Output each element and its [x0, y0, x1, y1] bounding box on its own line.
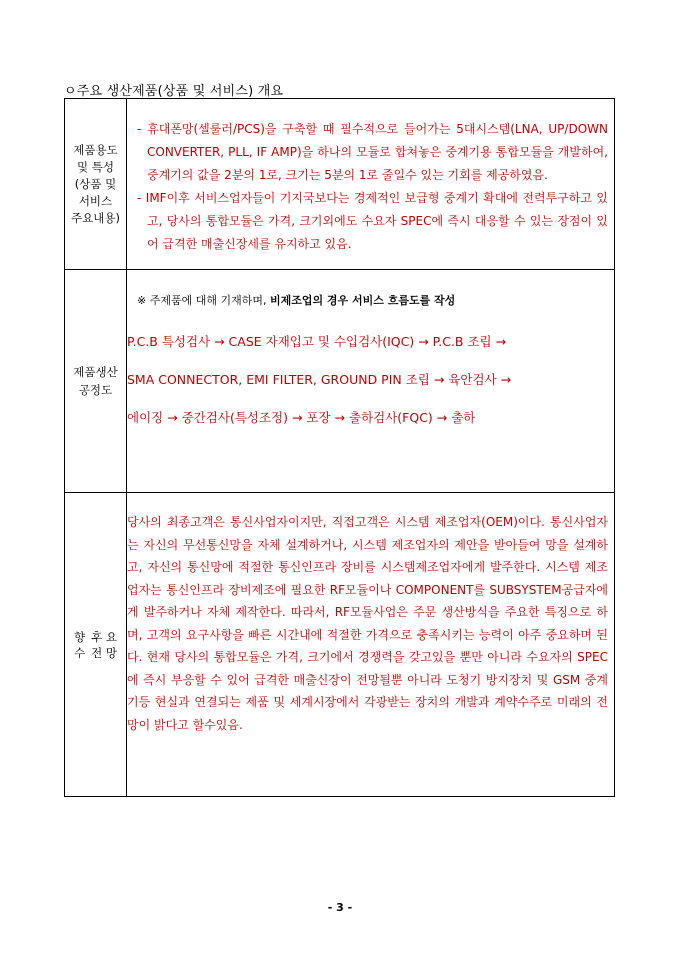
outlook-row [65, 493, 615, 797]
page-number: - 3 - [327, 901, 353, 914]
process-note [127, 270, 614, 332]
section-title: ㅇ주요 생산제품(상품 및 서비스) 개요 [64, 84, 284, 99]
process-note-prefix: ※ 주제품에 대해 기재하며, [137, 294, 270, 307]
process-note-bold: 비제조업의 경우 서비스 흐름도를 작성 [269, 294, 456, 307]
outlook-label-col2: 후 요 전 망 [91, 629, 117, 660]
usage-label-text: 제품용도 및 특성 (상품 및 서비스 주요내용) [71, 142, 120, 225]
usage-item-2: - IMF이후 서비스업자들이 기지국보다는 경제적인 보급형 중계기 확대에 전력투구하고 있고, 당사의 통합모듈은 가격, 크기외에도 수요자 SPEC에 즉시 대응할 수 있는 장점이 있어 급격한 매출신장세를 유지하고 있음. [137, 191, 608, 251]
process-flow [127, 332, 614, 446]
outlook-content [127, 493, 615, 797]
outlook-label [65, 493, 127, 797]
process-content [127, 270, 615, 493]
process-line-2: SMA CONNECTOR, EMI FILTER, GROUND PIN 조립 → 육안검사 → [127, 372, 512, 387]
process-label [65, 270, 127, 493]
process-row [65, 270, 615, 493]
outlook-label-col1: 향 수 [74, 629, 86, 660]
process-line-1: P.C.B 특성검사 → CASE 자재입고 및 수입검사(IQC) → P.C.B 조립 → [127, 334, 507, 349]
usage-label [65, 99, 127, 270]
usage-row [65, 99, 615, 270]
process-line-3: 에이징 → 중간검사(특성조정) → 포장 → 출하검사(FQC) → 출하 [127, 410, 476, 425]
outlook-text: 당사의 최종고객은 통신사업자이지만, 직접고객은 시스템 제조업자(OEM)이다. 통신사업자는 자신의 무선통신망을 자체 설계하거나, 시스템 제조업자의 제안을 받아들여 망을 설계하고, 자신의 통신망에 적절한 통신인프라 장비를 시스템제조업자에게 발주한다. 시스템 제조업자는 통신인프라 장비제조에 필요한 RF모듈이나 COMPONENT를 SUBSYSTEM공급자에게 발주하거나 자체 제작한다. 따라서, RF모듈사업은 주문 생산방식을 주요한 특징으로 하며, 고객의 요구사항을 빠른 시간내에 적절한 가격으로 충족시키는 능력이 아주 중요하며 된다. 현재 당사의 통합모듈은 가격, 크기에서 경쟁력을 갖고있을 뿐만 아니라 수요자의 SPEC에 즉시 부응할 수 있어 급격한 매출신장이 전망될뿐 아니라 도청기 방지장치 및 GSM 중계기등 현실과 연결되는 제품 및 세계시장에서 각광받는 장치의 개발과 계약수주로 미래의 전망이 밝다고 할수있음. [127, 515, 608, 732]
process-label-text: 제품생산 공정도 [73, 365, 118, 397]
usage-content [127, 99, 615, 270]
usage-item-1: - 휴대폰망(셀룰러/PCS)을 구축할 때 필수적으로 들어가는 5대시스템(LNA, UP/DOWN CONVERTER, PLL, IF AMP)을 하나의 모듈로 합쳐놓은 중계기용 통합모듈을 개발하여, 중계기의 값을 2분의 1로, 크기는 5분의 1로 줄일수 있는 기회를 제공하였음. [137, 122, 608, 182]
product-overview-table [64, 98, 615, 797]
